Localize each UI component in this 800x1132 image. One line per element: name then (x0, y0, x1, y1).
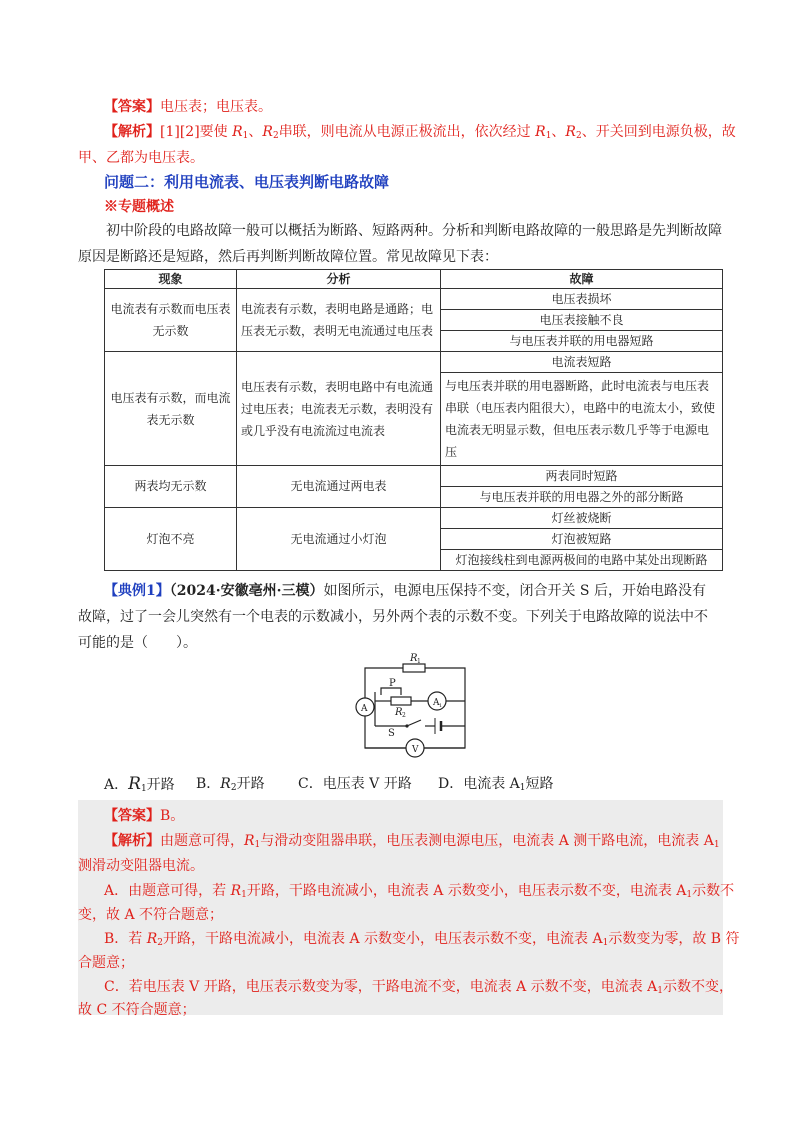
analysis-cell: 电压表有示数，表明电路中有电流通过电压表；电流表无示数，表明没有或几乎没有电流流过电流表 (237, 352, 441, 466)
option-d (438, 773, 554, 799)
a1-subscript: 1 (657, 986, 664, 996)
example-line-3: 可能的是（ ）。 (78, 635, 197, 651)
label-r2: R (395, 707, 403, 718)
option-letter: D． (438, 776, 464, 792)
r2-subscript: 2 (157, 938, 164, 948)
section-title: 问题二：利用电流表、电压表判断电路故障 (104, 173, 390, 191)
phenomenon-cell: 电流表有示数而电压表无示数 (105, 289, 237, 352)
table-row (105, 289, 723, 310)
analysis-tag: 【解析】 (104, 833, 160, 849)
answer-line (104, 97, 272, 117)
answer-text: B。 (160, 808, 185, 824)
option-b (196, 773, 265, 799)
label-r2-sub: 2 (402, 712, 406, 719)
analysis-text: 开路，干路电流减小，电流表 A 示数变小，电压表示数不变，电流表 A (246, 883, 687, 899)
label-r1: R (410, 653, 418, 664)
analysis-text: B．若 (104, 931, 147, 947)
header-analysis: 分析 (237, 270, 441, 289)
r2-symbol: R (262, 124, 273, 140)
fault-cell: 灯泡接线柱到电源两极间的电路中某处出现断路 (441, 550, 723, 571)
fault-cell: 灯泡被短路 (441, 529, 723, 550)
option-subscript: 1 (140, 784, 147, 794)
fault-cell: 与电压表并联的用电器之外的部分断路 (441, 487, 723, 508)
separator: 、 (551, 124, 566, 140)
option-subscript: 2 (230, 783, 237, 793)
fault-cell: 灯丝被烧断 (441, 508, 723, 529)
option-c-analysis-2: 故 C 不符合题意； (78, 1002, 196, 1018)
label-a1: A (433, 698, 440, 708)
table-row (105, 352, 723, 373)
analysis-text: 串联，则电流从电源正极流出，依次经过 (278, 124, 536, 140)
label-s: S (388, 728, 395, 739)
option-symbol: R (128, 774, 141, 794)
analysis-text: 、开关回到电源负极，故 (581, 124, 736, 140)
fault-cell: 与电压表并联的用电器短路 (441, 331, 723, 352)
fault-cell: 电流表短路 (441, 352, 723, 373)
label-a1-sub: 1 (439, 703, 443, 709)
circuit-diagram (355, 652, 475, 758)
analysis-tag: 【解析】 (104, 124, 160, 140)
analysis2-line-2: 测滑动变阻器电流。 (78, 858, 204, 874)
answer-tag: 【答案】 (104, 99, 160, 115)
analysis-line-2: 甲、乙都为电压表。 (78, 150, 204, 166)
option-letter: B． (196, 776, 221, 792)
answer-tag: 【答案】 (104, 808, 160, 824)
analysis-text: 由题意可得， (160, 833, 244, 849)
option-a (104, 773, 175, 800)
option-text: 开路 (146, 777, 175, 793)
option-c-analysis-1 (104, 977, 733, 1001)
example-tag: 【典例1】 (104, 583, 170, 599)
a1-subscript: 1 (713, 840, 720, 850)
analysis-line-1 (104, 122, 736, 146)
overview-title: ※专题概述 (104, 199, 174, 215)
r1-subscript: 1 (241, 890, 247, 900)
intro-paragraph: 初中阶段的电路故障一般可以概括为断路、短路两种。分析和判断电路故障的一般思路是先判断故障原因是断路还是短路，然后再判断判断故障位置。常见故障见下表： (78, 223, 722, 265)
phenomenon-cell: 两表均无示数 (105, 466, 237, 508)
answer-text: 电压表；电压表。 (160, 99, 272, 115)
fault-cell: 两表同时短路 (441, 466, 723, 487)
label-r1-sub: 1 (417, 658, 421, 665)
table-header-row (105, 270, 723, 289)
label-v: V (412, 745, 419, 755)
example-line-2: 故障，过了一会儿突然有一个电表的示数减小，另外两个表的示数不变。下列关于电路故障的说法中不 (78, 609, 708, 625)
a1-subscript: 1 (602, 938, 609, 948)
resistor-r2 (391, 697, 411, 705)
example-line-1 (104, 581, 706, 601)
option-subscript: 1 (519, 783, 526, 793)
resistor-r1 (403, 664, 425, 672)
table-row (105, 508, 723, 529)
fault-table (104, 269, 723, 571)
phenomenon-cell: 灯泡不亮 (105, 508, 237, 571)
option-text: 开路 (236, 776, 265, 792)
option-b-analysis-2: 合题意； (78, 955, 134, 971)
r1-symbol: R (232, 124, 243, 140)
analysis-cell: 无电流通过小灯泡 (237, 508, 441, 571)
analysis-cell: 无电流通过两电表 (237, 466, 441, 508)
analysis-text: [1][2]要使 (160, 124, 233, 140)
r1-symbol: R (535, 124, 546, 140)
analysis2-line-1 (104, 831, 720, 855)
header-fault: 故障 (441, 270, 723, 289)
analysis-text: 开路，干路电流减小，电流表 A 示数变小，电压表示数不变，电流表 A (163, 931, 603, 947)
option-symbol: R (220, 776, 231, 792)
r2-subscript: 2 (575, 131, 582, 141)
analysis-text: C．若电压表 V 开路，电压表示数变为零，干路电流不变，电流表 A 示数不变，电流表 A (104, 979, 658, 995)
option-text: 短路 (525, 776, 554, 792)
separator: 、 (248, 124, 263, 140)
r2-symbol: R (146, 931, 158, 947)
r1-subscript: 1 (242, 131, 249, 141)
example-text: 如图所示，电源电压保持不变，闭合开关 S 后，开始电路没有 (323, 583, 706, 599)
fault-cell: 电压表接触不良 (441, 310, 723, 331)
r1-symbol: R (244, 833, 255, 849)
option-c (298, 773, 412, 795)
analysis-text: 与滑动变阻器串联，电压表测电源电压，电流表 A 测干路电流，电流表 A (260, 833, 714, 849)
r2-symbol: R (565, 124, 576, 140)
r1-subscript: 1 (254, 840, 261, 850)
header-phenomenon: 现象 (105, 270, 237, 289)
label-p: P (389, 678, 396, 689)
option-b-analysis-1 (104, 929, 740, 953)
r1-symbol: R (230, 883, 242, 899)
analysis-text: A．由题意可得，若 (104, 883, 231, 899)
table-row (105, 466, 723, 487)
option-a-analysis-1 (104, 881, 734, 905)
r1-subscript: 1 (545, 131, 552, 141)
answer2-line (104, 806, 184, 826)
option-letter: C． (298, 776, 323, 792)
analysis-text: 示数变为零，故 B 符 (608, 931, 740, 947)
fault-cell: 与电压表并联的用电器断路，此时电流表与电压表串联（电压表内阻很大），电路中的电流太小，致使电流表无明显示数，但电压表示数几乎等于电源电压 (441, 373, 723, 466)
option-text: 电压表 V 开路 (322, 776, 412, 792)
a1-subscript: 1 (686, 890, 693, 900)
r2-subscript: 2 (272, 131, 279, 141)
fault-cell: 电压表损坏 (441, 289, 723, 310)
label-a: A (361, 704, 368, 714)
phenomenon-cell: 电压表有示数，而电流表无示数 (105, 352, 237, 466)
example-source: （2024·安徽亳州·三模） (169, 583, 324, 599)
option-symbol: 电流表 A (463, 776, 520, 792)
option-letter: A． (104, 777, 129, 793)
analysis-text: 示数不 (692, 883, 735, 899)
analysis-cell: 电流表有示数，表明电路是通路；电压表无示数，表明无电流通过电压表 (237, 289, 441, 352)
option-a-analysis-2: 变，故 A 不符合题意； (78, 907, 224, 923)
analysis-text: 示数不变， (663, 979, 734, 995)
